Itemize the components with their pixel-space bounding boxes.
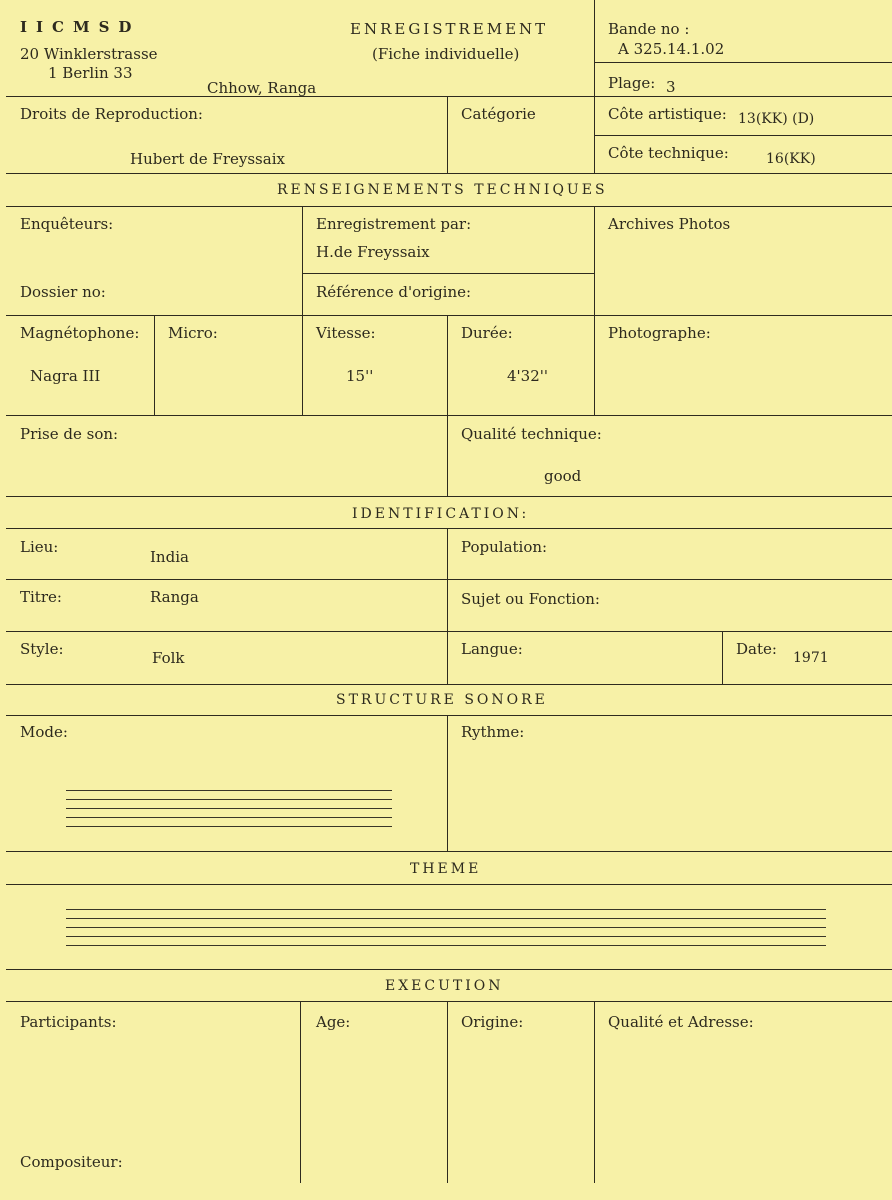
plage-label: Plage: <box>608 74 656 92</box>
enregistrement-par-label: Enregistrement par: <box>316 215 472 233</box>
divider <box>302 206 303 415</box>
cote-artistique-label: Côte artistique: <box>608 105 727 123</box>
vitesse-value: 15'' <box>346 367 374 385</box>
divider <box>300 1001 301 1183</box>
date-label: Date: <box>736 640 777 658</box>
form-title: ENREGISTREMENT <box>350 20 549 38</box>
langue-label: Langue: <box>461 640 523 658</box>
duree-label: Durée: <box>461 324 513 342</box>
divider <box>447 315 448 496</box>
divider <box>302 273 594 274</box>
mode-label: Mode: <box>20 723 68 741</box>
institute-logo: IICMSD <box>20 18 141 36</box>
divider <box>6 1001 892 1002</box>
divider <box>6 851 892 852</box>
droits-label: Droits de Reproduction: <box>20 105 203 123</box>
divider <box>6 528 892 529</box>
writing-rule <box>66 826 392 827</box>
writing-rule <box>66 909 826 910</box>
artist-name: Chhow, Ranga <box>207 79 317 97</box>
writing-rule <box>66 799 392 800</box>
lieu-label: Lieu: <box>20 538 59 556</box>
divider <box>447 715 448 851</box>
enqueteurs-label: Enquêteurs: <box>20 215 114 233</box>
divider <box>6 496 892 497</box>
dossier-label: Dossier no: <box>20 283 106 301</box>
address-line-2: 1 Berlin 33 <box>48 64 133 82</box>
vitesse-label: Vitesse: <box>316 324 376 342</box>
divider <box>447 1001 448 1183</box>
divider <box>6 173 892 174</box>
titre-value: Ranga <box>150 588 199 606</box>
cote-technique-label: Côte technique: <box>608 144 729 162</box>
sujet-fonction-label: Sujet ou Fonction: <box>461 590 600 608</box>
plage-value: 3 <box>666 78 676 96</box>
divider <box>6 715 892 716</box>
section-title-structure: STRUCTURE SONORE <box>336 692 548 708</box>
writing-rule <box>66 817 392 818</box>
enregistrement-par-value: H.de Freyssaix <box>316 243 430 261</box>
divider <box>6 315 892 316</box>
divider <box>6 884 892 885</box>
section-title-identification: IDENTIFICATION: <box>352 506 530 522</box>
section-title-technical: RENSEIGNEMENTS TECHNIQUES <box>277 182 608 198</box>
date-value: 1971 <box>793 650 829 666</box>
origine-label: Origine: <box>461 1013 524 1031</box>
population-label: Population: <box>461 538 548 556</box>
magnetophone-value: Nagra III <box>30 367 101 385</box>
section-title-theme: THEME <box>410 861 482 877</box>
rythme-label: Rythme: <box>461 723 525 741</box>
divider <box>6 579 892 580</box>
photographe-label: Photographe: <box>608 324 711 342</box>
duree-value: 4'32'' <box>507 367 549 385</box>
divider <box>594 206 595 415</box>
qualite-technique-label: Qualité technique: <box>461 425 602 443</box>
reference-origine-label: Référence d'origine: <box>316 283 472 301</box>
magnetophone-label: Magnétophone: <box>20 324 140 342</box>
address-line-1: 20 Winklerstrasse <box>20 45 158 63</box>
bande-value: A 325.14.1.02 <box>618 40 725 58</box>
divider <box>6 206 892 207</box>
qualite-technique-value: good <box>544 467 582 485</box>
section-title-execution: EXECUTION <box>385 978 504 994</box>
divider <box>594 1001 595 1183</box>
style-label: Style: <box>20 640 64 658</box>
writing-rule <box>66 945 826 946</box>
divider <box>447 528 448 684</box>
participants-label: Participants: <box>20 1013 117 1031</box>
droits-value: Hubert de Freyssaix <box>130 150 285 168</box>
divider <box>154 315 155 415</box>
bande-label: Bande no : <box>608 20 690 38</box>
archives-photos-label: Archives Photos <box>608 215 731 233</box>
divider <box>6 415 892 416</box>
divider <box>6 631 892 632</box>
qualite-adresse-label: Qualité et Adresse: <box>608 1013 754 1031</box>
cote-technique-value: 16(KK) <box>766 151 816 167</box>
cote-artistique-value: 13(KK) (D) <box>738 111 815 127</box>
prise-de-son-label: Prise de son: <box>20 425 119 443</box>
writing-rule <box>66 936 826 937</box>
writing-rule <box>66 927 826 928</box>
categorie-label: Catégorie <box>461 105 536 123</box>
compositeur-label: Compositeur: <box>20 1153 123 1171</box>
writing-rule <box>66 918 826 919</box>
writing-rule <box>66 808 392 809</box>
divider <box>6 684 892 685</box>
form-subtitle: (Fiche individuelle) <box>372 45 520 63</box>
divider <box>594 62 892 63</box>
age-label: Age: <box>316 1013 351 1031</box>
titre-label: Titre: <box>20 588 62 606</box>
divider <box>594 0 595 173</box>
style-value: Folk <box>152 649 185 667</box>
divider <box>6 969 892 970</box>
divider <box>722 631 723 684</box>
divider <box>594 135 892 136</box>
micro-label: Micro: <box>168 324 218 342</box>
lieu-value: India <box>150 548 189 566</box>
divider <box>447 96 448 173</box>
divider <box>6 96 892 97</box>
writing-rule <box>66 790 392 791</box>
